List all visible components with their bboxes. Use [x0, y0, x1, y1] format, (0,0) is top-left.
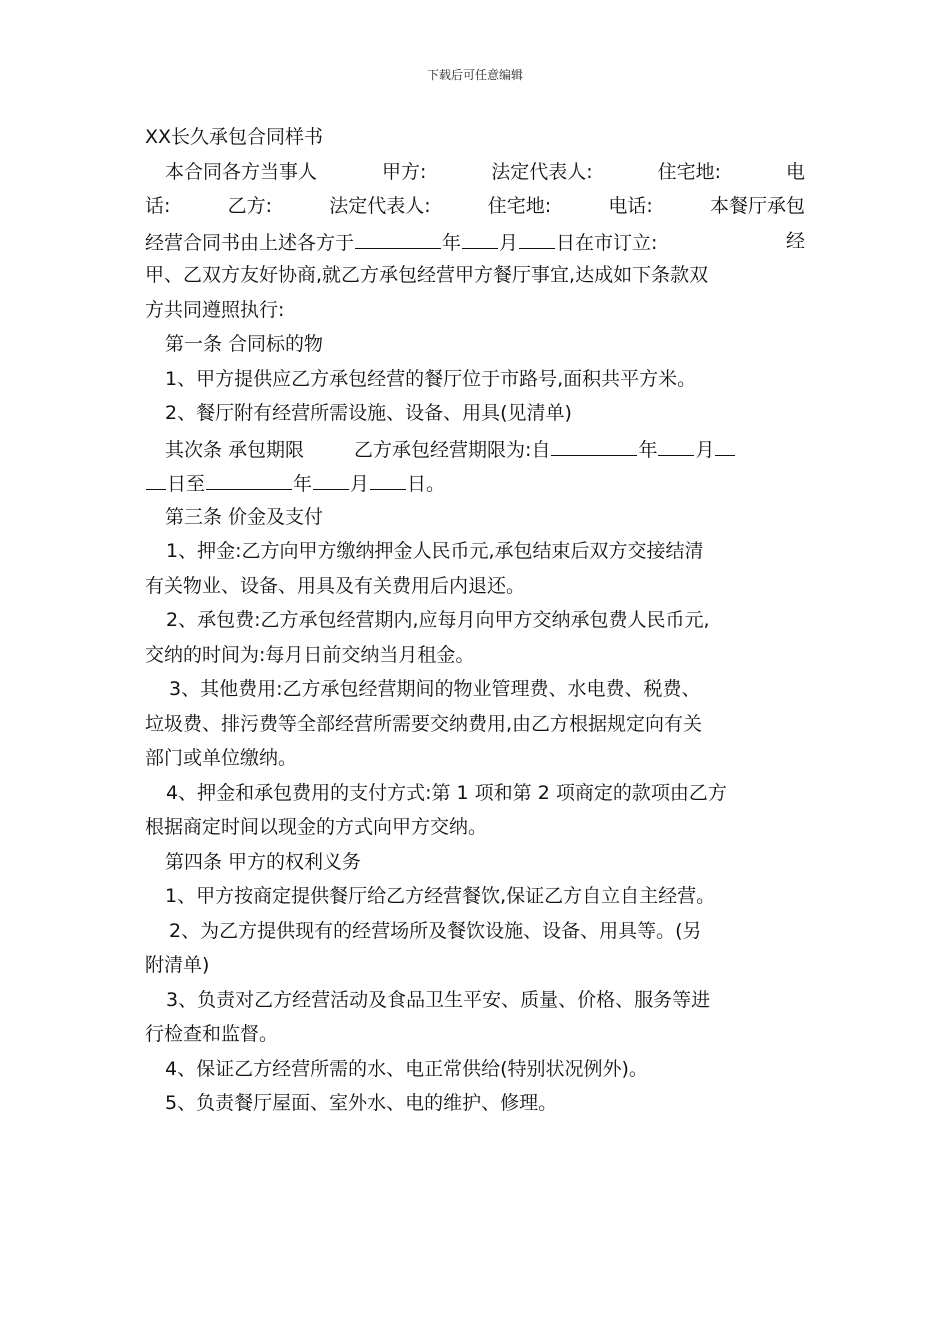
article-2-title: 其次条 承包期限	[165, 438, 305, 461]
parties-line-3: 经营合同书由上述各方于 年 月 日在市订立: 经	[145, 224, 805, 259]
article-4-title: 第四条 甲方的权利义务	[165, 850, 362, 873]
article-2-line-2: 日至 年 月 日。	[145, 465, 805, 500]
blank-field	[658, 431, 694, 456]
contract-document	[145, 120, 805, 1121]
article-3-item-2-line-2: 交纳的时间为:每月日前交纳当月租金。	[145, 643, 475, 666]
article-1-title: 第一条 合同标的物	[165, 333, 324, 355]
article-3-item-3-line-1: 3、其他费用:乙方承包经营期间的物业管理费、水电费、税费、	[169, 678, 701, 700]
page-header: 下载后可任意编辑	[426, 68, 523, 82]
article-2-line-1: 其次条 承包期限 乙方承包经营期限为:自 年 月	[145, 431, 805, 466]
document-title: XX长久承包合同样书	[145, 126, 324, 148]
article-1-item-2: 2、餐厅附有经营所需设施、设备、用具(见清单)	[165, 402, 572, 424]
blank-field	[551, 431, 637, 456]
blank-field	[206, 465, 292, 490]
article-4-item-4: 4、保证乙方经营所需的水、电正常供给(特别状况例外)。	[165, 1057, 648, 1080]
blank-field	[519, 224, 555, 249]
article-4-item-5: 5、负责餐厅屋面、室外水、电的维护、修理。	[165, 1092, 558, 1114]
article-3-item-4-line-2: 根据商定时间以现金的方式向甲方交纳。	[145, 816, 488, 838]
article-4-item-2-line-1: 2、为乙方提供现有的经营场所及餐饮设施、设备、用具等。(另	[169, 919, 702, 942]
parties-line-1: 本合同各方当事人 甲方: 法定代表人: 住宅地: 电	[165, 160, 805, 183]
article-3-item-3-line-2: 垃圾费、排污费等全部经营所需要交纳费用,由乙方根据规定向有关	[145, 712, 703, 735]
article-4-item-3-line-1: 3、负责对乙方经营活动及食品卫生平安、质量、价格、服务等进	[166, 988, 711, 1011]
parties-line-4: 甲、乙双方友好协商,就乙方承包经营甲方餐厅事宜,达成如下条款双	[145, 264, 709, 286]
parties-line-5: 方共同遵照执行:	[145, 298, 285, 321]
blank-field	[146, 465, 166, 490]
parties-line-2: 话: 乙方: 法定代表人: 住宅地: 电话: 本餐厅承包	[145, 195, 805, 217]
article-3-item-4-line-1: 4、押金和承包费用的支付方式:第 1 项和第 2 项商定的款项由乙方	[166, 781, 727, 804]
article-3-title: 第三条 价金及支付	[165, 505, 324, 528]
article-3-item-1-line-1: 1、押金:乙方向甲方缴纳押金人民币元,承包结束后双方交接结清	[166, 540, 704, 562]
blank-field	[462, 224, 498, 249]
article-1-item-1: 1、甲方提供应乙方承包经营的餐厅位于市路号,面积共平方米。	[165, 367, 697, 390]
article-4-item-2-line-2: 附清单)	[145, 954, 210, 976]
article-3-item-1-line-2: 有关物业、设备、用具及有关费用后内退还。	[145, 574, 526, 597]
article-3-item-3-line-3: 部门或单位缴纳。	[145, 747, 298, 769]
blank-field	[715, 431, 735, 456]
article-4-item-3-line-2: 行检查和监督。	[145, 1023, 279, 1045]
blank-field	[370, 465, 406, 490]
article-4-item-1: 1、甲方按商定提供餐厅给乙方经营餐饮,保证乙方自立自主经营。	[165, 885, 716, 907]
article-3-item-2-line-1: 2、承包费:乙方承包经营期内,应每月向甲方交纳承包费人民币元,	[166, 609, 710, 631]
blank-field	[313, 465, 349, 490]
blank-field	[355, 224, 441, 249]
